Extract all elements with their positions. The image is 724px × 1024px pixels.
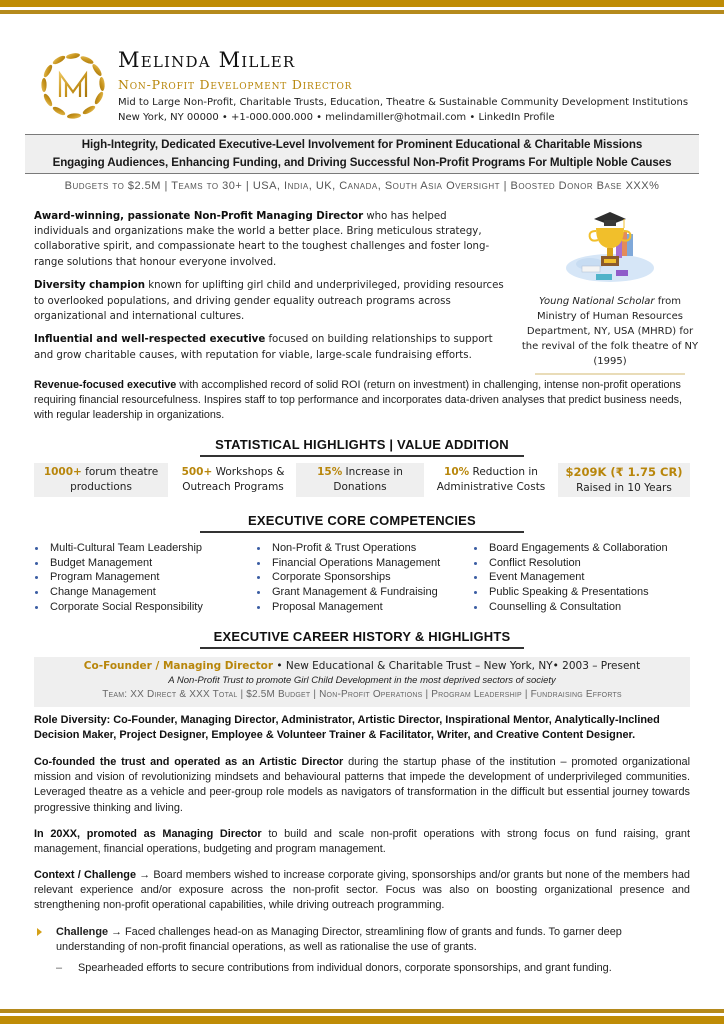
triangle-bullet-icon <box>37 928 42 936</box>
career-section-rule <box>200 647 524 649</box>
competencies-column-2 <box>255 541 440 615</box>
job-paragraph-cofounded <box>34 755 690 816</box>
job-scope: Team: XX Direct & XXX Total | $2.5M Budget | Non-Profit Operations | Program Leadership | Fundraising Efforts <box>102 689 622 700</box>
stat-value: 10% <box>444 466 470 478</box>
job-header-box <box>34 657 690 707</box>
career-section-heading: EXECUTIVE CAREER HISTORY & HIGHLIGHTS <box>213 629 511 644</box>
target-sectors: Mid to Large Non-Profit, Charitable Trusts, Education, Theatre & Sustainable Community Development Institutions <box>118 97 689 108</box>
stats-section-rule <box>200 455 524 457</box>
competencies-column-3 <box>472 541 668 615</box>
competency-item: Public Speaking & Presentations <box>472 585 668 600</box>
contact-phone[interactable]: +1-000.000.000 <box>231 112 313 123</box>
stat-label: Administrative Costs <box>436 481 546 493</box>
key-stats-line: Budgets to $2.5M | Teams to 30+ | USA, India, UK, Canada, South Asia Oversight | Boosted Donor Base XXX% <box>64 180 660 192</box>
stat-label: Outreach Programs <box>182 481 284 493</box>
top-border-thick <box>0 0 724 7</box>
stats-section-heading: STATISTICAL HIGHLIGHTS | VALUE ADDITION <box>215 437 509 452</box>
monogram-wreath-logo-icon <box>36 50 110 122</box>
competencies-section-rule <box>200 531 524 533</box>
stat-value: 500+ <box>181 466 213 478</box>
award-description <box>520 294 700 369</box>
stat-label: Increase in <box>342 466 403 478</box>
tagline-line-1: High-Integrity, Dedicated Executive-Level Involvement for Prominent Educational & Charitable Missions <box>81 138 643 151</box>
job-role: Co-Founder / Managing Director <box>83 660 274 672</box>
job-organization: • New Educational & Charitable Trust – New York, NY• 2003 – Present <box>273 660 641 672</box>
top-border-thin <box>0 10 724 14</box>
competency-item: Conflict Resolution <box>472 556 668 571</box>
contact-separator: • <box>218 112 231 123</box>
job-paragraph-promoted <box>34 827 690 857</box>
competencies-column-1 <box>33 541 203 615</box>
competency-item: Event Management <box>472 570 668 585</box>
competencies-section-heading: EXECUTIVE CORE COMPETENCIES <box>248 513 476 528</box>
professional-summary <box>34 209 504 371</box>
candidate-name: Melinda Miller <box>118 48 296 72</box>
stat-card <box>296 463 424 497</box>
sub-bullet-text: Spearheaded efforts to secure contributions from individual donors, corporate sponsorships, and grant funding. <box>78 962 612 974</box>
resume-header <box>36 44 696 124</box>
summary-lead: Influential and well-respected executive <box>34 334 266 346</box>
stat-value: 15% <box>317 466 343 478</box>
stat-card <box>426 463 556 497</box>
stat-label: Workshops & <box>212 466 285 478</box>
stat-label: Reduction in <box>469 466 538 478</box>
branding-tagline-box <box>25 134 699 174</box>
paragraph-text: to build and scale non-profit operations with strong focus on fund raising, grant management, financial operations, budgeting and program management. <box>34 828 690 856</box>
paragraph-lead: Co-founded the trust and operated as an Artistic Director <box>34 756 344 768</box>
role-diversity: Role Diversity: Co-Founder, Managing Director, Administrator, Artistic Director, Inspirational Mentor, Analytically-Inclined Decision Maker, Project Designer, Employee & Volunteer Trainer & Facilitator, Writer, and Creative Content Designer. <box>34 714 660 742</box>
stat-card <box>558 463 690 497</box>
bullet-body: → Faced challenges head-on as Managing Director, streamlining flow of grants and funds. To garner deep understanding of non-profit financial operations, as well as rationalise the use of grants. <box>56 926 622 954</box>
paragraph-lead: Context / Challenge <box>34 869 137 881</box>
competency-item: Corporate Social Responsibility <box>33 600 203 615</box>
contact-location: New York, NY 00000 <box>118 112 219 123</box>
summary-lead: Diversity champion <box>34 280 145 292</box>
contact-line <box>118 111 555 124</box>
stat-label: productions <box>70 481 132 493</box>
contact-separator: • <box>312 112 326 123</box>
stat-card <box>170 463 296 497</box>
stat-value: 1000+ <box>43 466 82 478</box>
competency-item: Multi-Cultural Team Leadership <box>33 541 203 556</box>
competency-item: Corporate Sponsorships <box>255 570 440 585</box>
competency-item: Financial Operations Management <box>255 556 440 571</box>
award-underline <box>535 373 685 375</box>
summary-paragraph <box>34 278 504 324</box>
summary-paragraph <box>34 209 504 270</box>
competency-item: Budget Management <box>33 556 203 571</box>
award-name: Young National Scholar <box>539 296 655 307</box>
job-org-description: A Non-Profit Trust to promote Girl Child Development in the most deprived sectors of society <box>168 675 556 686</box>
tagline-line-2: Engaging Audiences, Enhancing Funding, and Driving Successful Non-Profit Programs For Multiple Noble Causes <box>52 156 672 169</box>
competency-item: Non-Profit & Trust Operations <box>255 541 440 556</box>
statistical-highlights <box>34 463 690 497</box>
stat-label: Raised in 10 Years <box>576 482 672 494</box>
revenue-lead: Revenue-focused executive <box>34 379 177 391</box>
sub-bullet <box>56 961 690 976</box>
competency-item: Counselling & Consultation <box>472 600 668 615</box>
competency-item: Board Engagements & Collaboration <box>472 541 668 556</box>
revenue-summary <box>34 378 696 424</box>
bottom-border-thin <box>0 1009 724 1013</box>
context-challenge <box>34 868 690 914</box>
summary-text: focused on building relationships to support and grow charitable causes, with reputation for viable, large-scale fundraising efforts. <box>34 334 493 361</box>
competency-item: Proposal Management <box>255 600 440 615</box>
contact-separator: • <box>466 112 479 123</box>
award-details: from Ministry of Human Resources Department, NY, USA (MHRD) for the revival of the folk theatre of NY (1995) <box>521 296 699 367</box>
challenge-bullet <box>34 925 690 955</box>
stat-value: $209K (₹ 1.75 CR) <box>565 465 683 479</box>
paragraph-text: → Board members wished to increase corporate giving, sponsorships and/or grants but none of the members had relevant experience and/or exposure across the non-profit sector. Focus was also on boosting organizational presence and strengthening non-profit operational capabilities, while driving outreach programming. <box>34 869 690 912</box>
contact-email-link[interactable]: melindamiller@hotmail.com <box>325 112 467 123</box>
competency-item: Grant Management & Fundraising <box>255 585 440 600</box>
summary-text: known for uplifting girl child and underprivileged, providing resources to overlooked populations, and driving gender equality outreach programs across organizational and international cultures. <box>34 280 504 322</box>
dash-bullet-icon: – <box>56 962 63 974</box>
bullet-text <box>34 925 690 955</box>
summary-paragraph <box>34 332 504 362</box>
summary-lead: Award-winning, passionate Non-Profit Managing Director <box>34 211 364 222</box>
linkedin-profile-link[interactable]: LinkedIn Profile <box>478 112 555 123</box>
revenue-text: with accomplished record of solid ROI (return on investment) in challenging, intense non-profit operations requiring financial resourcefulness. Inspires staff to top performance and incorporates data-driven analyses that predict business needs, with regular leadership in organizations. <box>34 379 682 422</box>
candidate-title: Non-Profit Development Director <box>118 77 353 92</box>
stat-card <box>34 463 168 497</box>
stat-label: Donations <box>333 481 387 493</box>
paragraph-lead: In 20XX, promoted as Managing Director <box>34 828 262 840</box>
job-title-line <box>34 657 690 674</box>
stat-label: forum theatre <box>81 466 159 478</box>
award-callout <box>520 206 700 375</box>
competency-item: Change Management <box>33 585 203 600</box>
bottom-border-thick <box>0 1016 724 1024</box>
paragraph-text: during the startup phase of the institution – promoted organizational mission and vision of revolutionizing mindsets and behavioural patterns that impede the development of underprivileged communities. Leveraged theatre as a vehicle and peer-group role models as navigators of transformation in the difficult but essential journey towards progressive thinking and living. <box>34 756 691 814</box>
summary-text: who has helped individuals and organizations make the world a better place. Bring meticulous strategy, collaborative spirit, and compassionate heart to the toughest challenges and foster long-range solutions that honour everyone involved. <box>34 211 490 268</box>
competency-item: Program Management <box>33 570 203 585</box>
trophy-graduation-icon <box>560 206 660 288</box>
bullet-lead: Challenge <box>56 926 109 938</box>
